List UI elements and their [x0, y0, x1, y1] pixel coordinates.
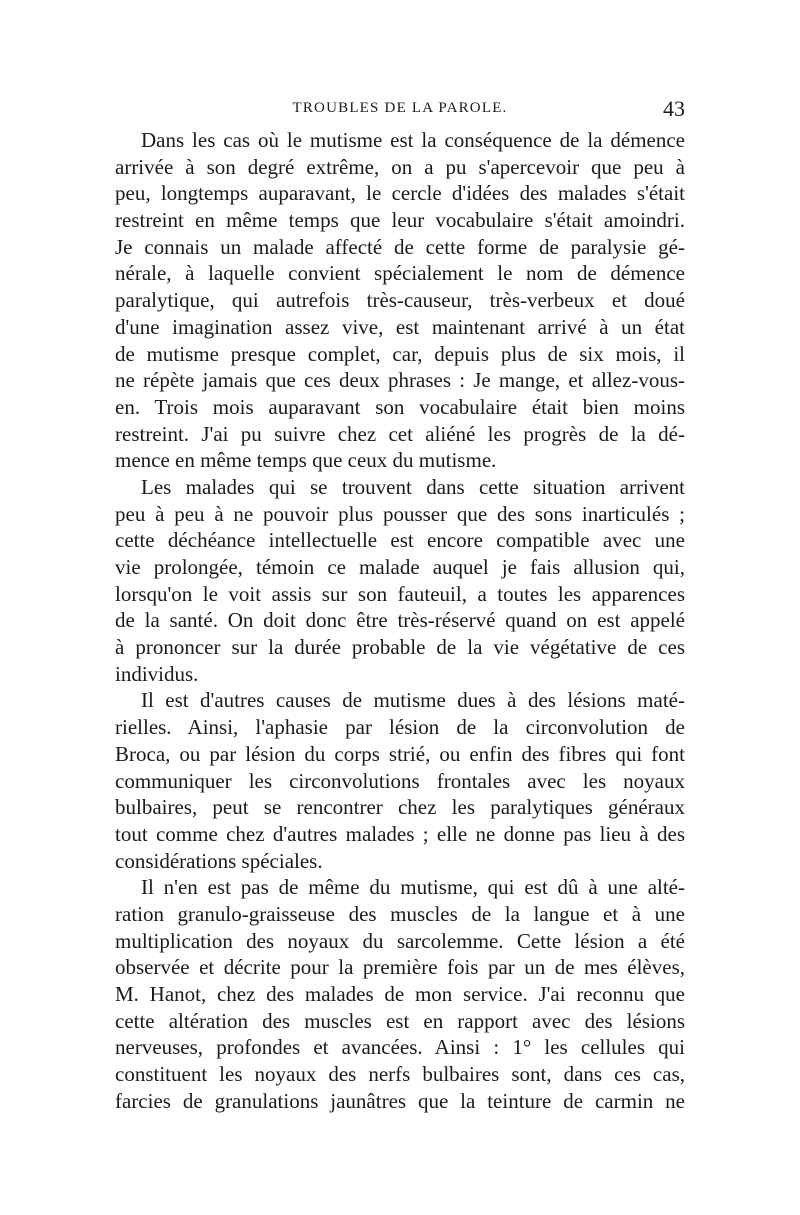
text-line: lorsqu'on le voit assis sur son fauteuil, a toutes les apparences	[115, 581, 685, 606]
text-line: restreint en même temps que leur vocabulaire s'était amoindri.	[115, 208, 685, 233]
text-line: communiquer les circonvolutions frontales avec les noyaux	[115, 768, 685, 793]
text-line: peu, longtemps auparavant, le cercle d'idées des malades s'était	[115, 181, 685, 206]
text-line: arrivée à son degré extrême, on a pu s'apercevoir que peu à	[115, 154, 685, 179]
body-text	[115, 127, 685, 1114]
text-line: constituent les noyaux des nerfs bulbaires sont, dans ces cas,	[115, 1062, 685, 1087]
text-line: multiplication des noyaux du sarcolemme. Cette lésion a été	[115, 928, 685, 953]
text-line: tout comme chez d'autres malades ; elle ne donne pas lieu à des	[115, 821, 685, 846]
text-line: cette déchéance intellectuelle est encore compatible avec une	[115, 528, 685, 553]
text-line: Il n'en est pas de même du mutisme, qui est dû à une alté-	[141, 875, 685, 900]
text-line: à prononcer sur la durée probable de la vie végétative de ces	[115, 635, 685, 660]
text-line: ration granulo-graisseuse des muscles de la langue et à une	[115, 901, 685, 926]
text-line: Les malades qui se trouvent dans cette situation arrivent	[141, 474, 685, 499]
text-line: en. Trois mois auparavant son vocabulaire était bien moins	[115, 394, 685, 419]
text-line: vie prolongée, témoin ce malade auquel je fais allusion qui,	[115, 555, 685, 579]
text-line: restreint. J'ai pu suivre chez cet aliéné les progrès de la dé-	[115, 421, 685, 446]
text-line: individus.	[115, 661, 199, 686]
text-line: cette altération des muscles est en rapport avec des lésions	[115, 1008, 685, 1033]
text-line: mence en même temps que ceux du mutisme.	[115, 448, 497, 473]
text-line: farcies de granulations jaunâtres que la teinture de carmin ne	[115, 1088, 685, 1113]
page-number: 43	[663, 96, 685, 121]
text-line: ne répète jamais que ces deux phrases : Je mange, et allez-vous-	[115, 368, 685, 393]
running-title: TROUBLES DE LA PAROLE.	[292, 100, 508, 116]
text-line: M. Hanot, chez des malades de mon service. J'ai reconnu que	[115, 982, 685, 1006]
text-line: paralytique, qui autrefois très-causeur, très-verbeux et doué	[115, 288, 685, 313]
text-line: Dans les cas où le mutisme est la conséquence de la démence	[141, 128, 685, 152]
text-line: nerveuses, profondes et avancées. Ainsi : 1° les cellules qui	[115, 1035, 685, 1060]
text-line: Il est d'autres causes de mutisme dues à des lésions maté-	[141, 688, 685, 713]
text-line: bulbaires, peut se rencontrer chez les paralytiques généraux	[115, 795, 685, 820]
text-line: de mutisme presque complet, car, depuis plus de six mois, il	[115, 341, 685, 366]
text-line: nérale, à laquelle convient spécialement le nom de démence	[115, 261, 685, 286]
text-line: Je connais un malade affecté de cette forme de paralysie gé-	[115, 234, 685, 259]
text-line: d'une imagination assez vive, est maintenant arrivé à un état	[115, 314, 685, 339]
text-line: peu à peu à ne pouvoir plus pousser que des sons inarticulés ;	[115, 501, 685, 526]
running-head	[115, 96, 685, 120]
text-line: de la santé. On doit donc être très-réservé quand on est appelé	[115, 608, 685, 633]
text-line: Broca, ou par lésion du corps strié, ou enfin des fibres qui font	[115, 741, 685, 766]
text-line: considérations spéciales.	[115, 848, 323, 873]
text-line: rielles. Ainsi, l'aphasie par lésion de la circonvolution de	[115, 715, 685, 740]
text-line: observée et décrite pour la première fois par un de mes élèves,	[115, 955, 685, 980]
